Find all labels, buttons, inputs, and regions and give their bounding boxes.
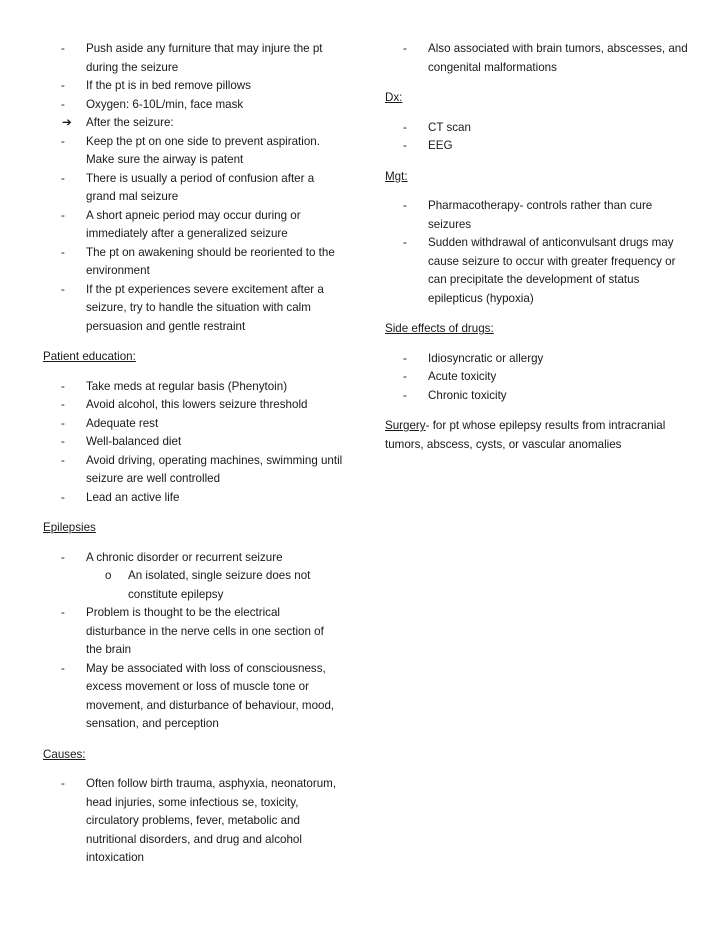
surgery-label: Surgery xyxy=(385,419,426,432)
list-item: - Avoid driving, operating machines, swimming until seizure are well controlled xyxy=(61,453,343,485)
side-effects-heading: Side effects of drugs: xyxy=(385,322,494,335)
list-item: - Pharmacotherapy- controls rather than cure seizures xyxy=(403,199,653,231)
list-item: - Also associated with brain tumors, abscesses, and congenital malformations xyxy=(403,42,688,74)
list-item: ➔ After the seizure: xyxy=(43,114,343,133)
epilepsies-sublist xyxy=(86,567,343,604)
list-item: - Idiosyncratic or allergy xyxy=(403,351,544,365)
list-item: - Problem is thought to be the electrical disturbance in the nerve cells in one section of the brain xyxy=(61,606,324,656)
surgery-text: - for pt whose epilepsy results from intracranial tumors, abscess, cysts, or vascular anomalies xyxy=(385,419,666,451)
list-item: - Oxygen: 6-10L/min, face mask xyxy=(61,97,244,111)
list-item: - Avoid alcohol, this lowers seizure threshold xyxy=(61,398,308,411)
list-item: - If the pt is in bed remove pillows xyxy=(61,79,251,92)
arrow-right-icon: ➔ xyxy=(62,116,72,129)
associations-list xyxy=(385,40,690,77)
epilepsies-list xyxy=(43,549,343,734)
mgt-heading: Mgt: xyxy=(385,169,408,183)
list-item: - The pt on awakening should be reoriented to the environment xyxy=(61,245,335,277)
seizure-care-list xyxy=(43,40,343,336)
patient-education-heading: Patient education: xyxy=(43,350,136,363)
right-column xyxy=(385,40,690,454)
dx-heading: Dx: xyxy=(385,91,403,104)
patient-education-list xyxy=(43,378,343,508)
list-item: - Take meds at regular basis (Phenytoin) xyxy=(61,379,288,393)
list-item: - Push aside any furniture that may injure the pt during the seizure xyxy=(61,42,323,74)
list-item: - Often follow birth trauma, asphyxia, neonatorum, head injuries, some infectious se, toxicity, circulatory problems, fever, metabolic and nutritional disorders, and drug and alcohol intoxication xyxy=(61,777,337,864)
list-item: o An isolated, single seizure does not constitute epilepsy xyxy=(105,569,311,601)
list-item: - Keep the pt on one side to prevent aspiration. Make sure the airway is patent xyxy=(61,134,320,166)
list-item: - May be associated with loss of consciousness, excess movement or loss of muscle tone or movement, and disturbance of behaviour, mood, sensation, and perception xyxy=(61,661,335,730)
list-item: - Acute toxicity xyxy=(403,370,497,383)
dx-list xyxy=(385,119,690,156)
list-item: - Lead an active life xyxy=(61,490,180,504)
mgt-list xyxy=(385,197,690,308)
list-item: - Adequate rest xyxy=(61,416,159,430)
list-item: - There is usually a period of confusion after a grand mal seizure xyxy=(61,171,315,203)
list-item: - Well-balanced diet xyxy=(61,435,182,448)
list-item: - CT scan xyxy=(403,120,471,134)
list-item: - Chronic toxicity xyxy=(403,388,507,402)
surgery-paragraph xyxy=(385,417,690,454)
list-item: - If the pt experiences severe excitement after a seizure, try to handle the situation with calm persuasion and gentle restraint xyxy=(61,282,324,333)
epilepsies-heading: Epilepsies xyxy=(43,521,96,534)
left-column xyxy=(43,40,343,868)
list-item: - EEG xyxy=(403,139,453,152)
causes-list xyxy=(43,775,343,868)
list-item: - A chronic disorder or recurrent seizure o An isolated, single seizure does not constitute epilepsy xyxy=(43,549,343,605)
side-effects-list xyxy=(385,350,690,406)
list-item: - A short apneic period may occur during or immediately after a generalized seizure xyxy=(61,208,301,240)
causes-heading: Causes: xyxy=(43,747,86,761)
list-item: - Sudden withdrawal of anticonvulsant drugs may cause seizure to occur with greater frequency or can precipitate the development of status epilepticus (hypoxia) xyxy=(403,236,676,305)
